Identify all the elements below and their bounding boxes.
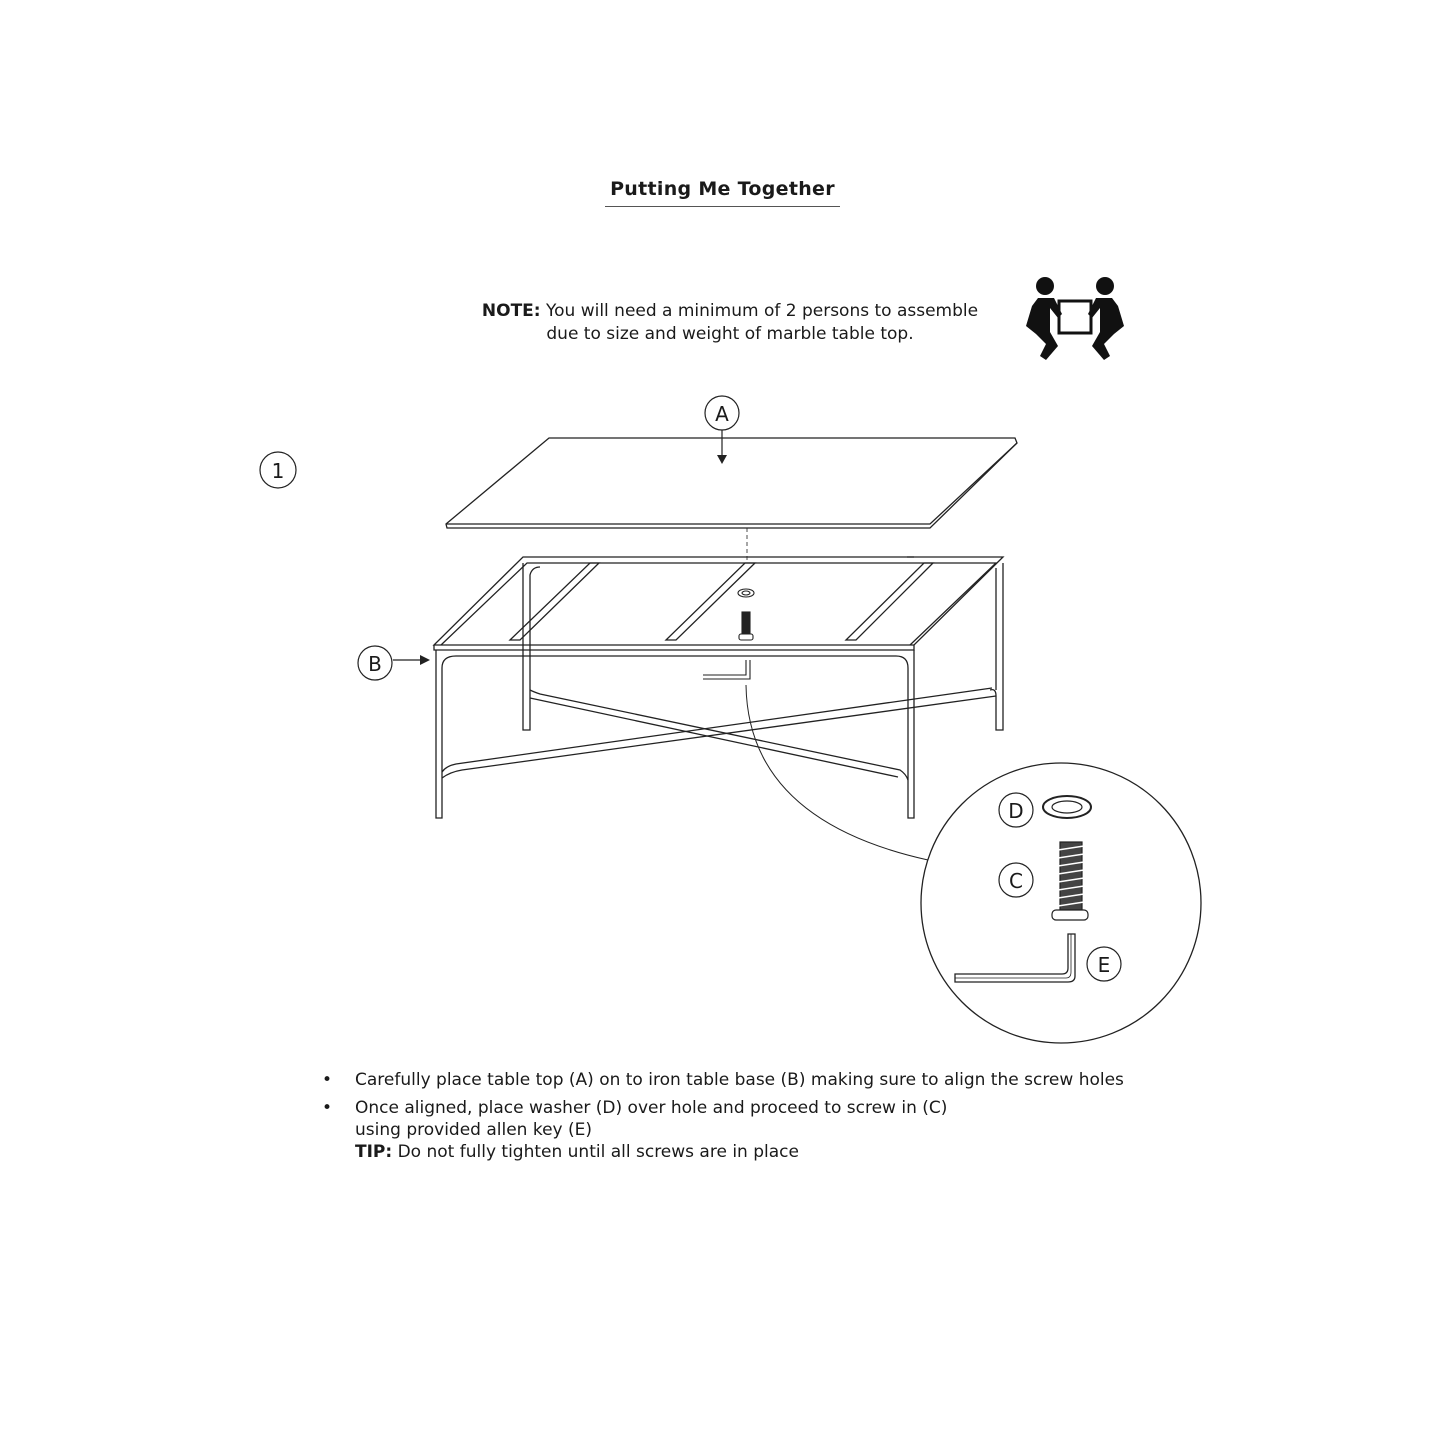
- instruction-text-1: Carefully place table top (A) on to iron table base (B) making sure to align the screw holes: [355, 1070, 1124, 1090]
- bullet: •: [322, 1070, 333, 1090]
- allen-key-icon: [955, 934, 1075, 982]
- tip-text: Do not fully tighten until all screws are in place: [397, 1142, 799, 1162]
- bullet: •: [322, 1098, 333, 1118]
- table-base-frame: [434, 557, 1003, 818]
- note-line-2: due to size and weight of marble table top.: [546, 324, 914, 344]
- table-top: [446, 438, 1017, 560]
- note-line-1: You will need a minimum of 2 persons to assemble: [545, 301, 979, 321]
- note-label: NOTE:: [481, 301, 541, 321]
- washer-icon: [1043, 796, 1091, 818]
- instruction-text-2b: using provided allen key (E): [355, 1120, 593, 1140]
- instructions-list: [322, 1069, 1182, 1169]
- instruction-item-1: [322, 1069, 1182, 1091]
- hardware-detail-circle: [921, 763, 1201, 1043]
- label-b: B: [368, 652, 382, 676]
- instruction-text-2a: Once aligned, place washer (D) over hole and proceed to screw in (C): [355, 1098, 948, 1118]
- page-title: Putting Me Together: [605, 178, 840, 207]
- tip-line: [355, 1141, 1182, 1163]
- label-c: C: [1009, 869, 1023, 893]
- instruction-item-2: [322, 1097, 1182, 1163]
- step-number: 1: [271, 459, 285, 483]
- label-d: D: [1008, 799, 1024, 823]
- step-number-badge: [260, 452, 296, 488]
- tip-label: TIP:: [355, 1142, 393, 1162]
- label-e: E: [1097, 953, 1111, 977]
- label-a: A: [715, 402, 729, 426]
- screw-icon: [1052, 842, 1088, 920]
- label-a-callout: [705, 396, 739, 464]
- label-b-callout: [358, 646, 430, 680]
- two-persons-lifting-icon: [1026, 277, 1124, 360]
